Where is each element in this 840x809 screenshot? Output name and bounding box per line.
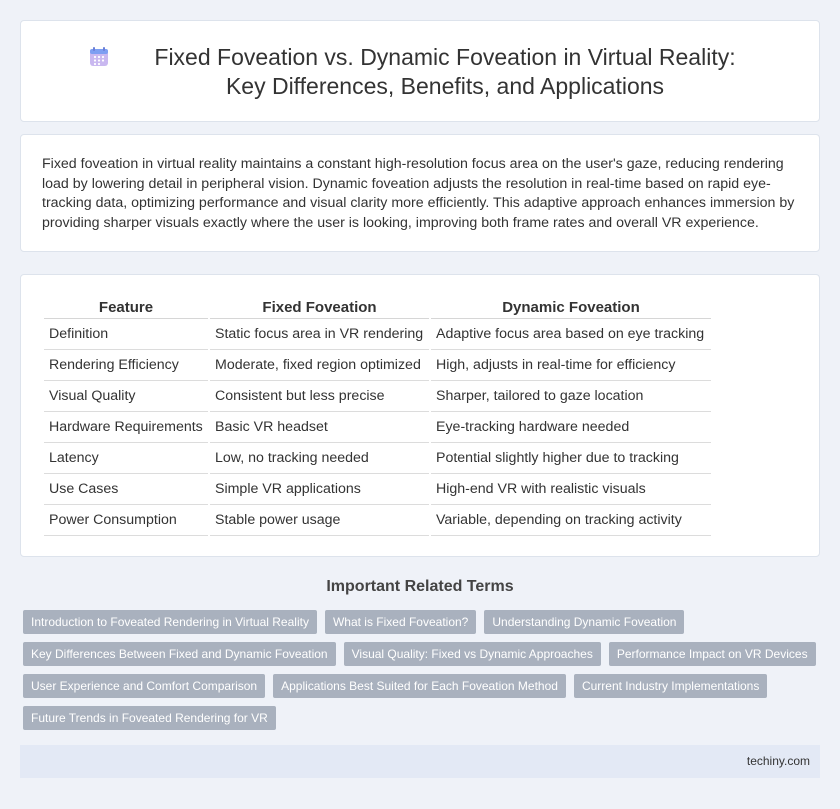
- related-terms-title: Important Related Terms: [326, 578, 514, 595]
- footer: [20, 745, 820, 778]
- table-cell: Eye-tracking hardware needed: [431, 412, 711, 443]
- related-term-tag[interactable]: Key Differences Between Fixed and Dynamic Foveation: [23, 642, 336, 666]
- related-term-tag[interactable]: User Experience and Comfort Comparison: [23, 674, 265, 698]
- table-cell: High-end VR with realistic visuals: [431, 474, 711, 505]
- table-cell: Adaptive focus area based on eye tracking: [431, 319, 711, 350]
- title-card: [20, 20, 820, 122]
- header-fixed-foveation: Fixed Foveation: [210, 297, 429, 319]
- table-row: [44, 505, 711, 536]
- table-cell: Moderate, fixed region optimized: [210, 350, 429, 381]
- table-cell: Static focus area in VR rendering: [210, 319, 429, 350]
- comparison-card: [20, 274, 820, 557]
- table-cell: Power Consumption: [44, 505, 208, 536]
- table-cell: Basic VR headset: [210, 412, 429, 443]
- table-cell: Rendering Efficiency: [44, 350, 208, 381]
- table-cell: Simple VR applications: [210, 474, 429, 505]
- table-cell: Stable power usage: [210, 505, 429, 536]
- footer-site-link[interactable]: techiny.com: [746, 754, 810, 768]
- related-term-tag[interactable]: Future Trends in Foveated Rendering for VR: [23, 706, 276, 730]
- table-cell: Visual Quality: [44, 381, 208, 412]
- table-cell: Use Cases: [44, 474, 208, 505]
- related-term-tag[interactable]: Visual Quality: Fixed vs Dynamic Approaches: [344, 642, 601, 666]
- related-term-tag[interactable]: Introduction to Foveated Rendering in Virtual Reality: [23, 610, 317, 634]
- intro-card: [20, 134, 820, 252]
- table-row: [44, 474, 711, 505]
- table-row: [44, 381, 711, 412]
- related-term-tag[interactable]: Applications Best Suited for Each Foveation Method: [273, 674, 566, 698]
- related-terms-tags: [23, 610, 823, 730]
- related-term-tag[interactable]: Current Industry Implementations: [574, 674, 767, 698]
- intro-paragraph: Fixed foveation in virtual reality maintains a constant high-resolution focus area on the user's gaze, reducing rendering load by lowering detail in peripheral vision. Dynamic foveation adjusts the resolution in real-time based on rapid eye-tracking data, optimizing performance and visual clarity more efficiently. This adaptive approach enhances immersion by providing sharper visuals exactly where the user is looking, improving both frame rates and overall VR experience.: [42, 156, 795, 232]
- header-dynamic-foveation: Dynamic Foveation: [431, 297, 711, 319]
- table-cell: Consistent but less precise: [210, 381, 429, 412]
- table-cell: Sharper, tailored to gaze location: [431, 381, 711, 412]
- title-wrap: [21, 21, 821, 123]
- header-feature: Feature: [44, 297, 208, 319]
- related-term-tag[interactable]: Performance Impact on VR Devices: [609, 642, 816, 666]
- table-header-row: [44, 297, 711, 319]
- related-term-tag[interactable]: What is Fixed Foveation?: [325, 610, 476, 634]
- table-cell: Definition: [44, 319, 208, 350]
- table-cell: Potential slightly higher due to tracking: [431, 443, 711, 474]
- related-term-tag[interactable]: Understanding Dynamic Foveation: [484, 610, 684, 634]
- calendar-icon: [87, 45, 111, 69]
- table-row: [44, 412, 711, 443]
- page-title: Fixed Foveation vs. Dynamic Foveation in Virtual Reality: Key Differences, Benefits, and Applications: [154, 44, 736, 99]
- table-cell: Latency: [44, 443, 208, 474]
- comparison-table: [42, 297, 713, 536]
- table-cell: Variable, depending on tracking activity: [431, 505, 711, 536]
- table-cell: Low, no tracking needed: [210, 443, 429, 474]
- table-cell: Hardware Requirements: [44, 412, 208, 443]
- table-cell: High, adjusts in real-time for efficiency: [431, 350, 711, 381]
- table-row: [44, 443, 711, 474]
- table-row: [44, 350, 711, 381]
- table-row: [44, 319, 711, 350]
